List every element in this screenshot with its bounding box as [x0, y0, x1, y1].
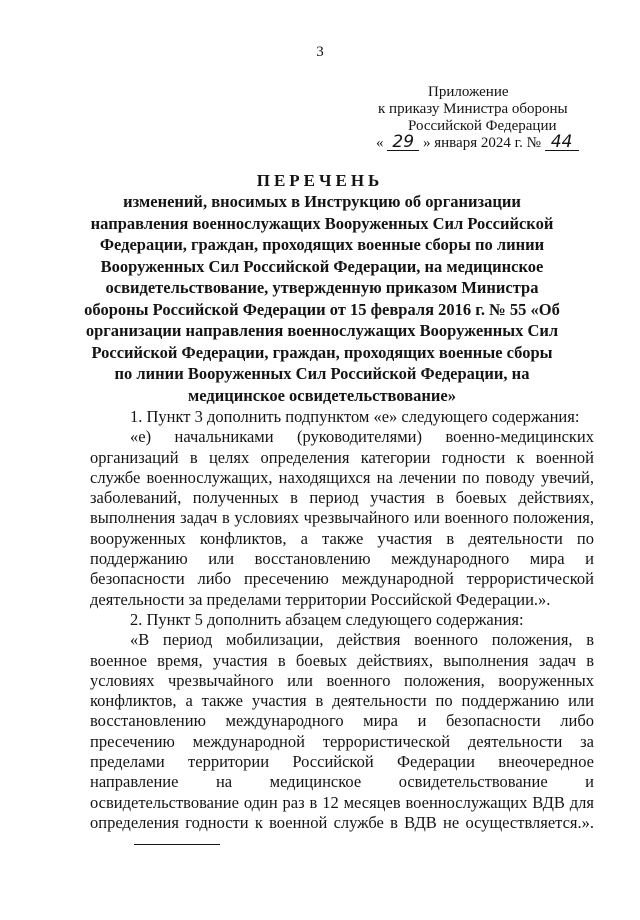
- handwritten-order-number: 44: [545, 135, 579, 151]
- handwritten-day: 29: [387, 135, 419, 151]
- appendix-header: [376, 84, 606, 152]
- closing-rule: [134, 844, 220, 845]
- appendix-order-ref: к приказу Министра обороны: [378, 101, 568, 117]
- paragraph-4-text: «В период мобилизации, действия военного положения, в военное время, участия в боевых действиях, выполнения задач в условиях чрезвычайного или военного положения, вооруженных конфликтов, а также участия в деятельности по поддержанию или восстановлению международного мира и безопасности либо пресечению международной террористической деятельности за пределами территории Российской Федерации внеочередное направление на медицинское освидетельствование и освидетельствование один раз в 12 месяцев военнослужащих ВДВ для определения годности к военной службе в ВДВ не осуществляется.».: [90, 630, 594, 832]
- date-month-year: » января 2024 г. №: [423, 135, 541, 151]
- document-title: ПЕРЕЧЕНЬ: [256, 171, 384, 190]
- paragraph-3: 2. Пункт 5 дополнить абзацем следующего содержания:: [130, 609, 524, 629]
- paragraph-2: «е) начальниками (руководителями) военно-медицинских организаций в целях определения категории годности к военной службе военнослужащих, находящихся на лечении по поводу увечий, заболеваний, полученных в период участия в боевых действиях, выполнения задач в условиях чрезвычайного или военного положения, вооруженных конфликтов, а также участия в деятельности по поддержанию или восстановлению международного мира и безопасности либо пресечению международной террористической деятельности за пределами территории Российской Федерации.».: [90, 427, 594, 609]
- document-subtitle: изменений, вносимых в Инструкцию об организации направления военнослужащих Вооруженных Сил Российской Федерации, граждан, проходящих военные сборы по линии Вооруженных Сил Российской Федерации, на медицинское освидетельствование, утвержденную приказом Министра обороны Российской Федерации от 15 февраля 2016 г. № 55 «Об организации направления военнослужащих Вооруженных Сил Российской Федерации, граждан, проходящих военные сборы по линии Вооруженных Сил Российской Федерации, на медицинское освидетельствование»: [84, 192, 560, 405]
- document-body: [90, 407, 594, 854]
- paragraph-4: [90, 630, 594, 853]
- appendix-country: Российской Федерации: [408, 118, 557, 134]
- appendix-date-line: [376, 132, 606, 152]
- date-open-quote: «: [376, 135, 384, 151]
- appendix-label: Приложение: [428, 84, 509, 100]
- paragraph-1: 1. Пункт 3 дополнить подпунктом «е» следующего содержания:: [130, 407, 580, 426]
- page-number: 3: [316, 44, 324, 60]
